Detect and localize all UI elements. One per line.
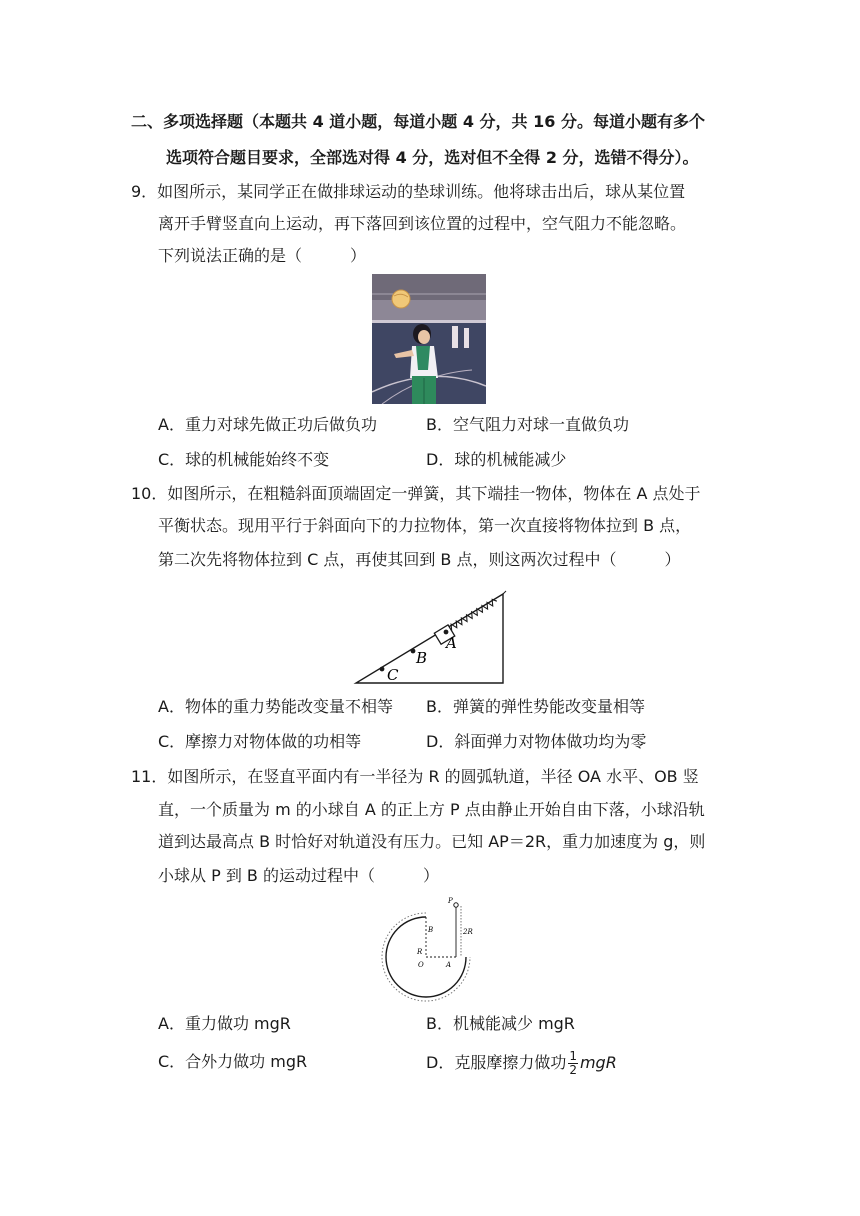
q10-stem-line2: 平衡状态。现用平行于斜面向下的力拉物体，第一次直接将物体拉到 B 点，: [158, 516, 692, 535]
point-b: [411, 649, 416, 654]
section-heading-line1: 二、多项选择题（本题共 4 道小题，每道小题 4 分，共 16 分。每道小题有多个: [131, 112, 705, 131]
label-a: A: [446, 961, 452, 969]
q11-option-a: A．重力做功 mgR: [158, 1014, 291, 1033]
q9-option-d: D．球的机械能减少: [426, 450, 567, 469]
q9-stem-line3: 下列说法正确的是（ ）: [158, 246, 367, 265]
q9-volleyball-photo: [372, 274, 486, 404]
fraction-numerator: 1: [569, 1049, 577, 1063]
q10-stem-line1-text: 10．如图所示，在粗糙斜面顶端固定一弹簧，其下端挂一物体，物体在 A 点处于: [131, 484, 701, 503]
q11-stem-line1: 11．如图所示，在竖直平面内有一半径为 R 的圆弧轨道，半径 OA 水平、OB 竖: [131, 767, 699, 786]
q10-option-a: A．物体的重力势能改变量不相等: [158, 697, 393, 716]
label-r: R: [417, 948, 423, 956]
spring: [449, 598, 498, 631]
q10-option-b: B．弹簧的弹性势能改变量相等: [426, 697, 645, 716]
q11-stem-line3: 道到达最高点 B 时恰好对轨道没有压力。已知 AP＝2R，重力加速度为 g，则: [158, 832, 706, 851]
point-c: [380, 667, 385, 672]
q10-stem-line1: [131, 482, 700, 506]
q9-stem-line1: 9．如图所示，某同学正在做排球运动的垫球训练。他将球击出后，球从某位置: [131, 182, 686, 201]
fraction-one-half: [568, 1050, 578, 1077]
q9-stem-line2: 离开手臂竖直向上运动，再下落回到该位置的过程中，空气阻力不能忽略。: [158, 214, 687, 233]
label-b: B: [428, 926, 434, 934]
label-b: B: [416, 649, 428, 667]
label-a: A: [446, 634, 457, 652]
label-o: O: [418, 961, 424, 969]
q9-option-b: B．空气阻力对球一直做负功: [426, 415, 629, 434]
q9-option-c: C．球的机械能始终不变: [158, 450, 330, 469]
fraction-denominator: 2: [569, 1063, 577, 1077]
section-heading-line2: 选项符合题目要求，全部选对得 4 分，选对但不全得 2 分，选错不得分）。: [166, 148, 699, 167]
q11-stem-line2: 直，一个质量为 m 的小球自 A 的正上方 P 点由静止开始自由下落，小球沿轨: [158, 800, 705, 819]
spring-and-block: [434, 597, 501, 644]
q10-option-c: C．摩擦力对物体做的功相等: [158, 732, 362, 751]
label-p: P: [448, 897, 453, 905]
ball-p: [454, 903, 458, 907]
q11-track-diagram: [380, 890, 480, 1002]
q9-option-a: A．重力对球先做正功后做负功: [158, 415, 377, 434]
q11-stem-line4: 小球从 P 到 B 的运动过程中（ ）: [158, 866, 439, 885]
label-c: C: [387, 666, 399, 684]
incline-triangle: [356, 594, 503, 683]
q10-stem-line3: 第二次先将物体拉到 C 点，再使其回到 B 点，则这两次过程中（ ）: [158, 550, 681, 569]
q10-option-d: D．斜面弹力对物体做功均为零: [426, 732, 647, 751]
q10-incline-diagram: [350, 584, 510, 688]
q11-option-d: [426, 1050, 617, 1077]
q11-option-d-prefix: D．克服摩擦力做功: [426, 1053, 567, 1072]
q11-option-d-suffix: mgR: [579, 1053, 617, 1072]
label-2r: 2R: [463, 928, 473, 936]
q11-option-c: C．合外力做功 mgR: [158, 1052, 308, 1071]
q11-option-b: B．机械能减少 mgR: [426, 1014, 575, 1033]
